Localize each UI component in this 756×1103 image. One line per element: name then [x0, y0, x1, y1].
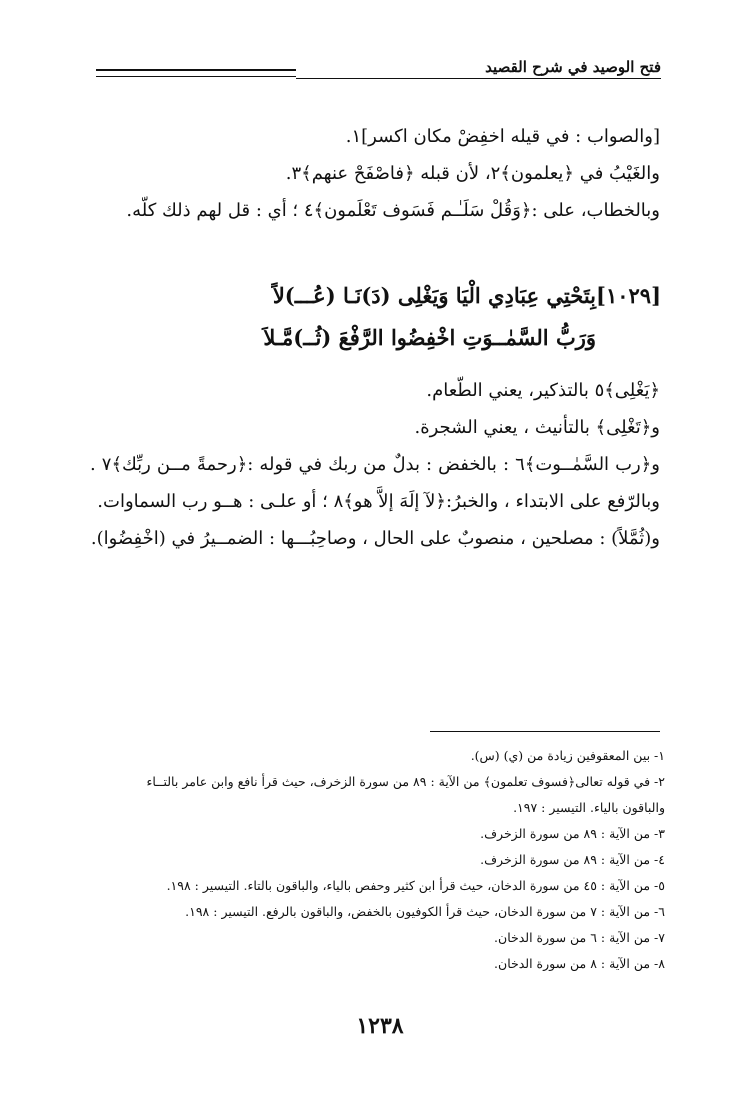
footnote: ٥- من الآية : ٤٥ من سورة الدخان، حيث قرأ ابن كثير وحفص بالياء، والباقون بالتاء. التيسير : ١٩٨. [166, 878, 665, 893]
footnote: ٨- من الآية : ٨ من سورة الدخان. [494, 956, 665, 971]
footnote: ٢- في قوله تعالى﴿فسوف تعلمون﴾ من الآية : ٨٩ من سورة الزخرف، حيث قرأ نافع وابن عامر بالتــاء [146, 774, 665, 789]
header-title: فتح الوصيد في شرح القصيد [485, 58, 661, 76]
footnote: ٤- من الآية : ٨٩ من سورة الزخرف. [480, 852, 665, 867]
footnotes [90, 743, 665, 977]
body-line: وبالخطاب، على :﴿وَقُلْ سَلَـٰـم فَسَوف تَعْلَمون﴾٤ ؛ أي : قل لهم ذلك كلّه. [126, 200, 660, 221]
body-line: [والصواب : في قيله اخفِضْ مكان اكسر]١. [345, 126, 660, 147]
verse-line-1: [١٠٢٩]بِتَحْتِي عِبَادِي الْيَا وَيَغْلِى (دَ)نَـا (عُـــ)لاً [272, 283, 661, 308]
header-rule-thin [96, 76, 296, 77]
footnote: ٧- من الآية : ٦ من سورة الدخان. [494, 930, 665, 945]
body-bottom [90, 372, 660, 557]
verse-line-2: وَرَبُّ السَّمٰــوَتِ اخْفِضُوا الرَّفْعَ (ثُــ)مَّـلاَ [263, 325, 596, 350]
page-number: ١٢٣٨ [356, 1013, 404, 1039]
header-rule-thick [96, 69, 296, 71]
body-line: ﴿يَغْلِى﴾٥ بالتذكير، يعني الطّعام. [426, 380, 660, 401]
body-top [90, 118, 660, 229]
body-line: و(ثُمَّلاً) : مصلحين ، منصوبٌ على الحال ، وصاحِبُـــها : الضمــيرُ في (اخْفِضُوا). [90, 528, 660, 549]
body-line: و﴿رب السَّمٰــوت﴾٦ : بالخفض : بدلٌ من ربك في قوله :﴿رحمةً مــن ربِّك﴾٧ . وبالرّفع على الابتداء ، والخبرُ:﴿لآ إلَهَ إلاَّ هو﴾٨ ؛ أو علـى : هــو رب السماوات. [90, 454, 660, 512]
footnote: ٣- من الآية : ٨٩ من سورة الزخرف. [480, 826, 665, 841]
footnote: ٦- من الآية : ٧ من سورة الدخان، حيث قرأ الكوفيون بالخفض، والباقون بالرفع. التيسير : ١٩٨. [185, 904, 665, 919]
body-line: والغَيْبُ في ﴿يعلمون﴾٢، لأن قبله ﴿فاصْفَحْ عنهم﴾٣. [285, 163, 660, 184]
footnote-separator [430, 731, 660, 732]
header-underline [296, 78, 661, 79]
footnote: والباقون بالياء. التيسير : ١٩٧. [513, 800, 665, 815]
body-line: و﴿تَغْلِى﴾ بالتأنيث ، يعني الشجرة. [414, 417, 660, 438]
running-header [96, 58, 661, 80]
footnote: ١- بين المعقوفين زيادة من (ي) (س). [470, 748, 665, 763]
